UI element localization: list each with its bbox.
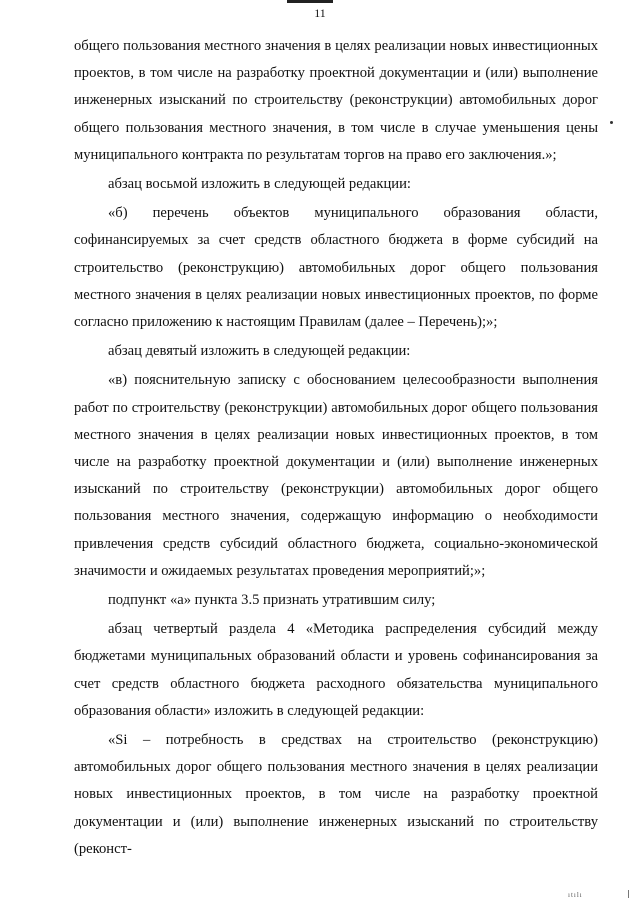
page-number: 11 (314, 6, 326, 20)
margin-dot (610, 121, 613, 124)
paragraph: абзац девятый изложить в следующей редакции: (108, 343, 411, 360)
paragraph: абзац четвертый раздела 4 «Методика распределения субсидий между бюджетами муниципальных образований области и уровень софинансирования за счет средств областного бюджета расходного обязательства муниципального образования области» изложить в следующей редакции: (74, 621, 598, 719)
paragraph: «в) пояснительную записку с обоснованием целесообразности выполнения работ по строительству (реконструкции) автомобильных дорог общего пользования местного значения в целях реализации новых инвестиционных проектов, в том числе на разработку проектной документации и (или) выполнение инженерных изысканий по строительству (реконструкции) автомобильных дорог общего пользования местного значения, содержащую информацию о необходимости привлечения средств субсидий областного бюджета, социально-экономической значимости и ожидаемых результатах проведения мероприятий;»; (74, 372, 598, 579)
paragraph: абзац восьмой изложить в следующей редакции: (108, 176, 411, 193)
paragraph: «б) перечень объектов муниципального образования области, софинансируемых за счет средств областного бюджета в форме субсидий на строительство (реконструкцию) автомобильных дорог общего пользования местного значения в целях реализации новых инвестиционных проектов, по форме согласно приложению к настоящим Правилам (далее – Перечень);»; (74, 205, 598, 331)
paragraph: подпункт «а» пункта 3.5 признать утратившим силу; (108, 592, 436, 609)
paragraph: общего пользования местного значения в целях реализации новых инвестиционных проектов, в том числе на разработку проектной документации и (или) выполнение инженерных изысканий по строительству (реконструкции) автомобильных дорог общего пользования местного значения, в том числе в случае уменьшения цены муниципального контракта по результатам торгов на право его заключения.»; (74, 38, 598, 163)
scan-edge-mark (287, 0, 333, 3)
edge-tick (628, 890, 629, 898)
document-body (74, 33, 598, 863)
footer-code: ıtılı (568, 891, 583, 899)
paragraph: «Si – потребность в средствах на строительство (реконструкцию) автомобильных дорог общего пользования местного значения в целях реализации новых инвестиционных проектов, в том числе на разработку проектной документации и (или) выполнение инженерных изысканий по строительству (реконст- (74, 732, 598, 857)
